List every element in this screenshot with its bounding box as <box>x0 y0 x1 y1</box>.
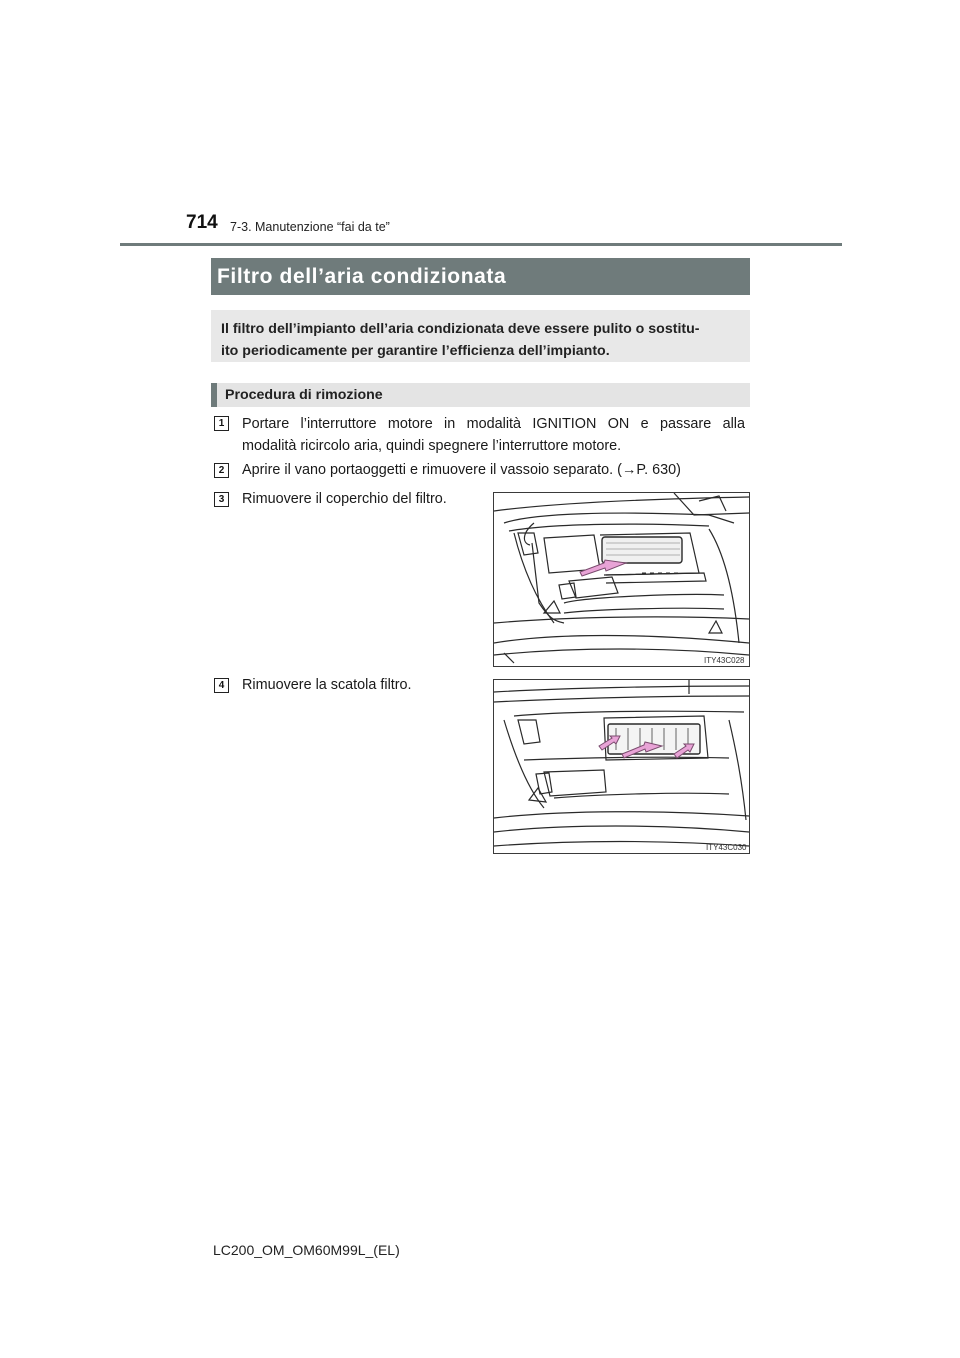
intro-line: Il filtro dell’impianto dell’aria condizionata deve essere pulito o sostitu- <box>221 321 700 337</box>
step-text-3: Rimuovere il coperchio del filtro. <box>242 491 447 507</box>
intro-line: ito periodicamente per garantire l’efficienza dell’impianto. <box>221 343 610 359</box>
header-divider <box>120 243 842 246</box>
illustration-filter-cover <box>493 492 750 667</box>
step-number-4: 4 <box>214 678 229 693</box>
step-text-1 <box>242 413 745 457</box>
step-number-1: 1 <box>214 416 229 431</box>
intro-box <box>211 310 750 362</box>
illustration-code: ITY43C030 <box>706 843 747 852</box>
page-title: Filtro dell’aria condizionata <box>211 258 750 295</box>
step-text-2: Aprire il vano portaoggetti e rimuovere il vassoio separato. (→P. 630) <box>242 462 681 478</box>
step-line: Portare l’interruttore motore in modalità IGNITION ON e passare alla <box>242 416 745 432</box>
glovebox-filter-case-icon <box>494 680 749 853</box>
procedure-heading-bar <box>211 383 750 407</box>
illustration-code: ITY43C028 <box>704 656 745 665</box>
step-number-2: 2 <box>214 463 229 478</box>
document-code: LC200_OM_OM60M99L_(EL) <box>213 1242 400 1258</box>
glovebox-filter-cover-icon <box>494 493 749 666</box>
illustration-filter-case <box>493 679 750 854</box>
section-breadcrumb: 7-3. Manutenzione “fai da te” <box>230 220 390 234</box>
page-number: 714 <box>186 212 218 233</box>
step-text-4: Rimuovere la scatola filtro. <box>242 677 412 693</box>
step-line: modalità ricircolo aria, quindi spegnere l’interruttore motore. <box>242 438 622 454</box>
step-number-3: 3 <box>214 492 229 507</box>
procedure-heading: Procedura di rimozione <box>225 387 383 403</box>
heading-accent <box>211 383 217 407</box>
